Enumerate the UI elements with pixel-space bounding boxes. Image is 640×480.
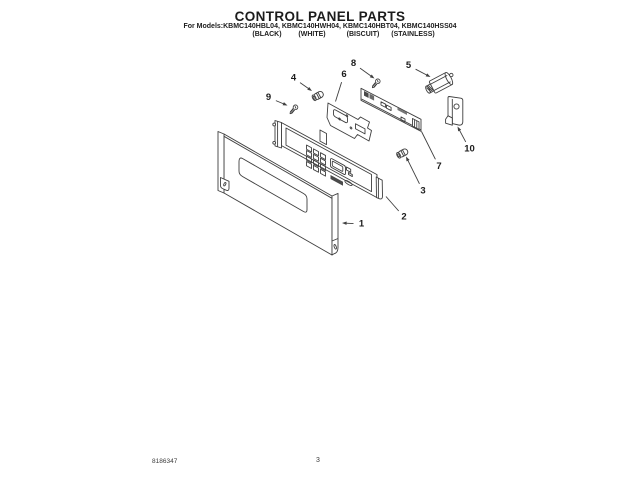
- leader-line: [386, 197, 399, 211]
- part-8-screw: [371, 78, 381, 89]
- callout-5: [406, 60, 431, 77]
- leader-arrowhead: [426, 73, 431, 77]
- models-line: For Models:KBMC140HBL04, KBMC140HWH04, KBMC140HBT04, KBMC140HSS04: [183, 23, 457, 30]
- callout-number: 4: [290, 72, 297, 84]
- callout-number: 7: [436, 161, 442, 172]
- callout-number: 5: [405, 60, 412, 71]
- part-4-standoff: [311, 90, 324, 101]
- callout-number: 9: [265, 92, 272, 103]
- callout-10: [458, 127, 475, 155]
- part-9-screw: [288, 104, 298, 115]
- document-number: 8186347: [152, 458, 178, 465]
- callout-2: [386, 197, 407, 223]
- leader-arrowhead: [283, 102, 288, 105]
- callout-number: 1: [358, 218, 365, 230]
- callout-number: 8: [350, 58, 357, 69]
- leader-line: [408, 160, 420, 184]
- callout-9: [266, 92, 288, 106]
- leader-line: [360, 68, 372, 76]
- callout-4: [291, 73, 312, 92]
- leader-arrowhead: [342, 222, 347, 225]
- leader-arrowhead: [370, 74, 375, 78]
- page-title: CONTROL PANEL PARTS: [234, 9, 406, 24]
- leader-arrowhead: [458, 127, 462, 132]
- part-10-bracket: [446, 97, 463, 126]
- callout-number: 2: [401, 211, 407, 223]
- page-number: 3: [316, 457, 320, 464]
- leader-line: [276, 101, 284, 105]
- callout-7: [422, 132, 442, 173]
- leader-arrowhead: [307, 87, 312, 91]
- leader-line: [422, 132, 436, 160]
- callout-8: [351, 58, 375, 79]
- callout-1: [342, 219, 365, 230]
- variant-label-stainless: (STAINLESS): [391, 31, 435, 38]
- callout-number: 3: [420, 185, 426, 197]
- callout-6: [336, 69, 347, 102]
- leader-line: [336, 82, 342, 101]
- callout-number: 10: [464, 143, 475, 155]
- part-6-support-plate: [327, 103, 372, 141]
- variant-label-black: (BLACK): [252, 31, 282, 38]
- variant-label-white: (WHITE): [298, 31, 326, 38]
- part-7-circuit-board: [361, 88, 421, 131]
- leader-line: [300, 83, 309, 89]
- part-3-standoff: [396, 148, 409, 159]
- leader-arrowhead: [406, 157, 410, 162]
- callout-3: [406, 157, 426, 197]
- leader-line: [416, 69, 428, 75]
- variant-label-biscuit: (BISCUIT): [346, 31, 380, 38]
- callout-number: 6: [341, 69, 347, 80]
- leader-line: [459, 130, 466, 142]
